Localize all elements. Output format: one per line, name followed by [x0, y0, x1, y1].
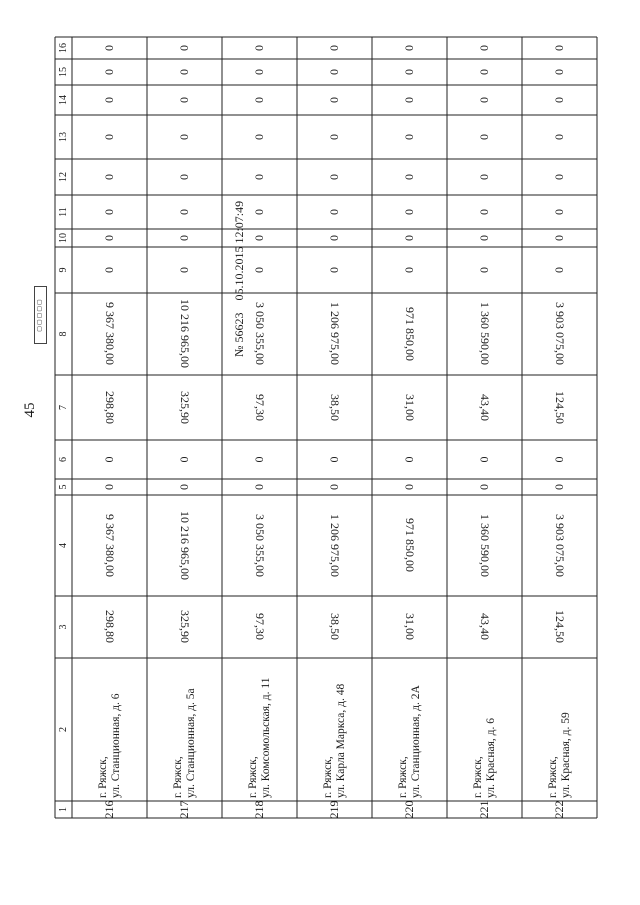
- column-number-header: [55, 37, 72, 59]
- cell-value: 97,30: [253, 613, 267, 641]
- cell-value: 0: [252, 134, 266, 140]
- cell-value: 3 903 075,00: [553, 514, 567, 577]
- value-cell: [147, 375, 222, 440]
- address-city: г. Ряжск,: [96, 756, 109, 798]
- value-cell: [222, 85, 297, 115]
- value-cell: [222, 37, 297, 59]
- value-cell: [522, 115, 597, 159]
- value-cell: [297, 375, 372, 440]
- column-number: 15: [58, 67, 69, 77]
- value-cell: [522, 375, 597, 440]
- cell-value: 0: [477, 97, 491, 103]
- cell-value: 0: [177, 484, 191, 490]
- cell-value: 3 050 355,00: [253, 514, 267, 577]
- cell-value: 0: [252, 97, 266, 103]
- cell-value: 31,00: [403, 394, 417, 421]
- cell-value: 0: [102, 45, 116, 51]
- value-cell: [147, 479, 222, 495]
- cell-value: 0: [177, 174, 191, 180]
- value-cell: [447, 59, 522, 85]
- address-cell: [72, 658, 147, 801]
- row-number: 216: [102, 800, 116, 819]
- column-number-header: [55, 59, 72, 85]
- row-number-cell: [447, 801, 522, 818]
- cell-value: 0: [552, 97, 566, 103]
- cell-value: 0: [252, 484, 266, 490]
- cell-value: 0: [177, 235, 191, 241]
- value-cell: [297, 247, 372, 293]
- value-cell: [147, 495, 222, 596]
- cell-value: 0: [177, 209, 191, 215]
- column-number-header: [55, 247, 72, 293]
- value-cell: [372, 229, 447, 247]
- cell-value: 0: [327, 45, 341, 51]
- value-cell: [447, 247, 522, 293]
- cell-value: 298,80: [103, 610, 117, 644]
- value-cell: [522, 440, 597, 479]
- cell-value: 9 367 380,00: [103, 514, 117, 577]
- cell-value: 0: [327, 456, 341, 463]
- cell-value: 10 216 965,00: [178, 299, 192, 369]
- cell-value: 0: [252, 456, 266, 463]
- cell-value: 0: [327, 134, 341, 140]
- cell-value: 0: [477, 456, 491, 463]
- cell-value: 0: [252, 235, 266, 241]
- column-number: 7: [58, 405, 69, 410]
- value-cell: [297, 115, 372, 159]
- value-cell: [72, 37, 147, 59]
- cell-value: 0: [177, 267, 191, 273]
- value-cell: [372, 375, 447, 440]
- cell-value: 0: [477, 235, 491, 241]
- value-cell: [372, 85, 447, 115]
- value-cell: [372, 195, 447, 229]
- column-number-header: [55, 596, 72, 658]
- cell-value: 1 206 975,00: [328, 514, 342, 577]
- cell-value: 0: [102, 134, 116, 140]
- cell-value: 31,00: [403, 613, 417, 641]
- value-cell: [72, 479, 147, 495]
- cell-value: 971 850,00: [403, 307, 417, 361]
- doc-number: № 56623: [232, 312, 246, 357]
- cell-value: 0: [177, 45, 191, 51]
- column-number: 14: [58, 95, 69, 105]
- value-cell: [447, 229, 522, 247]
- row-number-cell: [522, 801, 597, 818]
- value-cell: [72, 293, 147, 375]
- cell-value: 124,50: [553, 391, 567, 424]
- row-number: 219: [327, 800, 341, 819]
- cell-value: 0: [177, 456, 191, 463]
- value-cell: [372, 115, 447, 159]
- value-cell: [147, 229, 222, 247]
- value-cell: [147, 159, 222, 195]
- value-cell: [222, 115, 297, 159]
- value-cell: [297, 440, 372, 479]
- column-number-header: [55, 495, 72, 596]
- address-street: ул. Красная, д. 6: [484, 717, 497, 798]
- column-number-header: [55, 658, 72, 801]
- row-number-cell: [222, 801, 297, 818]
- cell-value: 43,40: [478, 394, 492, 421]
- address-cell: [447, 658, 522, 801]
- value-cell: [522, 596, 597, 658]
- cell-value: 0: [252, 174, 266, 180]
- value-cell: [72, 85, 147, 115]
- value-cell: [447, 440, 522, 479]
- value-cell: [447, 115, 522, 159]
- value-cell: [522, 159, 597, 195]
- cell-value: 0: [552, 174, 566, 180]
- cell-value: 0: [552, 235, 566, 241]
- value-cell: [447, 85, 522, 115]
- address-city: г. Ряжск,: [546, 756, 559, 798]
- value-cell: [72, 375, 147, 440]
- value-cell: [72, 115, 147, 159]
- column-number-header: [55, 440, 72, 479]
- value-cell: [72, 440, 147, 479]
- value-cell: [297, 85, 372, 115]
- value-cell: [522, 479, 597, 495]
- value-cell: [147, 195, 222, 229]
- value-cell: [372, 440, 447, 479]
- cell-value: 0: [477, 267, 491, 273]
- value-cell: [522, 195, 597, 229]
- cell-value: 0: [402, 484, 416, 490]
- column-number-header: [55, 85, 72, 115]
- value-cell: [147, 293, 222, 375]
- value-cell: [222, 479, 297, 495]
- column-number: 5: [58, 484, 69, 490]
- column-number-header: [55, 479, 72, 495]
- column-number: 1: [58, 807, 69, 812]
- value-cell: [447, 37, 522, 59]
- value-cell: [372, 37, 447, 59]
- column-number-header: [55, 801, 72, 818]
- value-cell: [447, 159, 522, 195]
- cell-value: 1 360 590,00: [478, 514, 492, 577]
- cell-value: 0: [102, 174, 116, 180]
- cell-value: 0: [252, 69, 266, 75]
- column-number: 3: [58, 624, 69, 630]
- column-number: 9: [58, 267, 69, 273]
- value-cell: [522, 85, 597, 115]
- cell-value: 1 206 975,00: [328, 302, 342, 366]
- value-cell: [297, 59, 372, 85]
- cell-value: 0: [477, 45, 491, 51]
- value-cell: [447, 596, 522, 658]
- document-footer: [232, 201, 247, 357]
- cell-value: 0: [102, 484, 116, 490]
- cell-value: 0: [477, 134, 491, 140]
- address-street: ул. Красная, д. 59: [559, 712, 572, 798]
- cell-value: 0: [252, 209, 266, 215]
- cell-value: 0: [177, 97, 191, 103]
- row-number-cell: [147, 801, 222, 818]
- cell-value: 0: [102, 267, 116, 273]
- cell-value: 0: [477, 69, 491, 75]
- column-number: 16: [58, 43, 69, 53]
- row-number: 220: [402, 800, 416, 819]
- cell-value: 0: [402, 97, 416, 103]
- address-cell: [372, 658, 447, 801]
- cell-value: 0: [402, 209, 416, 215]
- address-cell: [297, 658, 372, 801]
- column-number-header: [55, 229, 72, 247]
- value-cell: [222, 159, 297, 195]
- cell-value: 0: [327, 209, 341, 215]
- address-city: г. Ряжск,: [471, 756, 484, 798]
- cell-value: 0: [327, 267, 341, 273]
- cell-value: 0: [402, 456, 416, 463]
- address-city: г. Ряжск,: [396, 756, 409, 798]
- cell-value: 43,40: [478, 613, 492, 641]
- cell-value: 0: [177, 69, 191, 75]
- value-cell: [147, 59, 222, 85]
- value-cell: [147, 440, 222, 479]
- cell-value: 0: [327, 235, 341, 241]
- value-cell: [297, 195, 372, 229]
- value-cell: [522, 59, 597, 85]
- row-number: 218: [252, 800, 266, 819]
- cell-value: 3 050 355,00: [253, 302, 267, 366]
- cell-value: 0: [552, 45, 566, 51]
- cell-value: 38,50: [328, 394, 342, 421]
- value-cell: [297, 479, 372, 495]
- cell-value: 0: [327, 69, 341, 75]
- value-cell: [147, 596, 222, 658]
- cell-value: 0: [552, 209, 566, 215]
- cell-value: 0: [402, 69, 416, 75]
- value-cell: [297, 159, 372, 195]
- cell-value: 0: [327, 174, 341, 180]
- value-cell: [222, 495, 297, 596]
- cell-value: 0: [552, 456, 566, 463]
- value-cell: [372, 59, 447, 85]
- cell-value: 10 216 965,00: [178, 511, 192, 580]
- cell-value: 97,30: [253, 394, 267, 421]
- cell-value: 0: [552, 267, 566, 273]
- value-cell: [72, 195, 147, 229]
- cell-value: 0: [252, 267, 266, 273]
- cell-value: 0: [402, 45, 416, 51]
- value-cell: [72, 247, 147, 293]
- cell-value: 0: [102, 235, 116, 241]
- value-cell: [72, 495, 147, 596]
- cell-value: 0: [102, 97, 116, 103]
- row-number: 221: [477, 800, 491, 819]
- value-cell: [372, 293, 447, 375]
- page-number: 45: [22, 402, 38, 418]
- value-cell: [72, 59, 147, 85]
- column-number: 4: [58, 543, 69, 548]
- cell-value: 0: [252, 45, 266, 51]
- value-cell: [447, 479, 522, 495]
- value-cell: [372, 159, 447, 195]
- column-number-header: [55, 159, 72, 195]
- column-number: 12: [58, 172, 69, 182]
- value-cell: [372, 596, 447, 658]
- value-cell: [222, 59, 297, 85]
- row-number: 222: [552, 800, 566, 819]
- address-cell: [522, 658, 597, 801]
- value-cell: [297, 495, 372, 596]
- column-number-header: [55, 195, 72, 229]
- cell-value: 0: [402, 134, 416, 140]
- value-cell: [222, 596, 297, 658]
- address-street: ул. Станционная, д. 2А: [409, 685, 422, 798]
- value-cell: [297, 229, 372, 247]
- row-number-cell: [372, 801, 447, 818]
- value-cell: [297, 37, 372, 59]
- address-cell: [147, 658, 222, 801]
- cell-value: 9 367 380,00: [103, 302, 117, 366]
- cell-value: 0: [477, 209, 491, 215]
- cell-value: 0: [102, 456, 116, 463]
- column-number-header: [55, 115, 72, 159]
- value-cell: [522, 37, 597, 59]
- cell-value: 0: [177, 134, 191, 140]
- column-number: 2: [58, 727, 69, 732]
- value-cell: [447, 375, 522, 440]
- registry-seal-icon: ▢▢▢▢▢: [34, 286, 47, 344]
- column-number: 10: [58, 233, 69, 243]
- value-cell: [147, 247, 222, 293]
- cell-value: 0: [102, 69, 116, 75]
- column-number-header: [55, 375, 72, 440]
- value-cell: [447, 195, 522, 229]
- address-street: ул. Станционная, д. 6: [109, 693, 122, 798]
- doc-timestamp: 05.10.2015 12:07:49: [232, 200, 246, 301]
- value-cell: [522, 495, 597, 596]
- address-cell: [222, 658, 297, 801]
- cell-value: 0: [552, 484, 566, 490]
- column-number-header: [55, 293, 72, 375]
- value-cell: [72, 229, 147, 247]
- cell-value: 0: [552, 134, 566, 140]
- value-cell: [522, 247, 597, 293]
- cell-value: 124,50: [553, 610, 567, 644]
- cell-value: 3 903 075,00: [553, 302, 567, 366]
- column-number: 8: [58, 331, 69, 337]
- value-cell: [372, 495, 447, 596]
- value-cell: [447, 293, 522, 375]
- address-city: г. Ряжск,: [171, 756, 184, 798]
- value-cell: [372, 247, 447, 293]
- value-cell: [522, 229, 597, 247]
- address-street: ул. Комсомольская, д. 11: [259, 677, 272, 798]
- row-number-cell: [72, 801, 147, 818]
- cell-value: 0: [552, 69, 566, 75]
- cell-value: 0: [402, 174, 416, 180]
- value-cell: [147, 85, 222, 115]
- column-number: 6: [58, 457, 69, 462]
- column-number: 11: [58, 207, 69, 217]
- cell-value: 0: [477, 484, 491, 490]
- value-cell: [297, 293, 372, 375]
- cell-value: 298,80: [103, 391, 117, 424]
- cell-value: 325,90: [178, 610, 192, 644]
- row-number-cell: [297, 801, 372, 818]
- value-cell: [72, 596, 147, 658]
- cell-value: 0: [402, 235, 416, 241]
- cell-value: 971 850,00: [403, 518, 417, 573]
- cell-value: 0: [102, 209, 116, 215]
- value-cell: [222, 440, 297, 479]
- value-cell: [522, 293, 597, 375]
- address-city: г. Ряжск,: [321, 756, 334, 798]
- address-city: г. Ряжск,: [246, 756, 259, 798]
- row-number: 217: [177, 800, 191, 819]
- cell-value: 0: [402, 267, 416, 273]
- cell-value: 38,50: [328, 613, 342, 641]
- cell-value: 0: [477, 174, 491, 180]
- value-cell: [147, 37, 222, 59]
- cell-value: 1 360 590,00: [478, 302, 492, 366]
- value-cell: [72, 159, 147, 195]
- address-street: ул. Станционная, д. 5а: [184, 688, 197, 798]
- address-street: ул. Карла Маркса, д. 48: [334, 683, 347, 798]
- value-cell: [297, 596, 372, 658]
- value-cell: [222, 375, 297, 440]
- value-cell: [147, 115, 222, 159]
- cell-value: 0: [327, 484, 341, 490]
- value-cell: [372, 479, 447, 495]
- value-cell: [447, 495, 522, 596]
- cell-value: 325,90: [178, 391, 192, 424]
- cell-value: 0: [327, 97, 341, 103]
- column-number: 13: [58, 132, 69, 142]
